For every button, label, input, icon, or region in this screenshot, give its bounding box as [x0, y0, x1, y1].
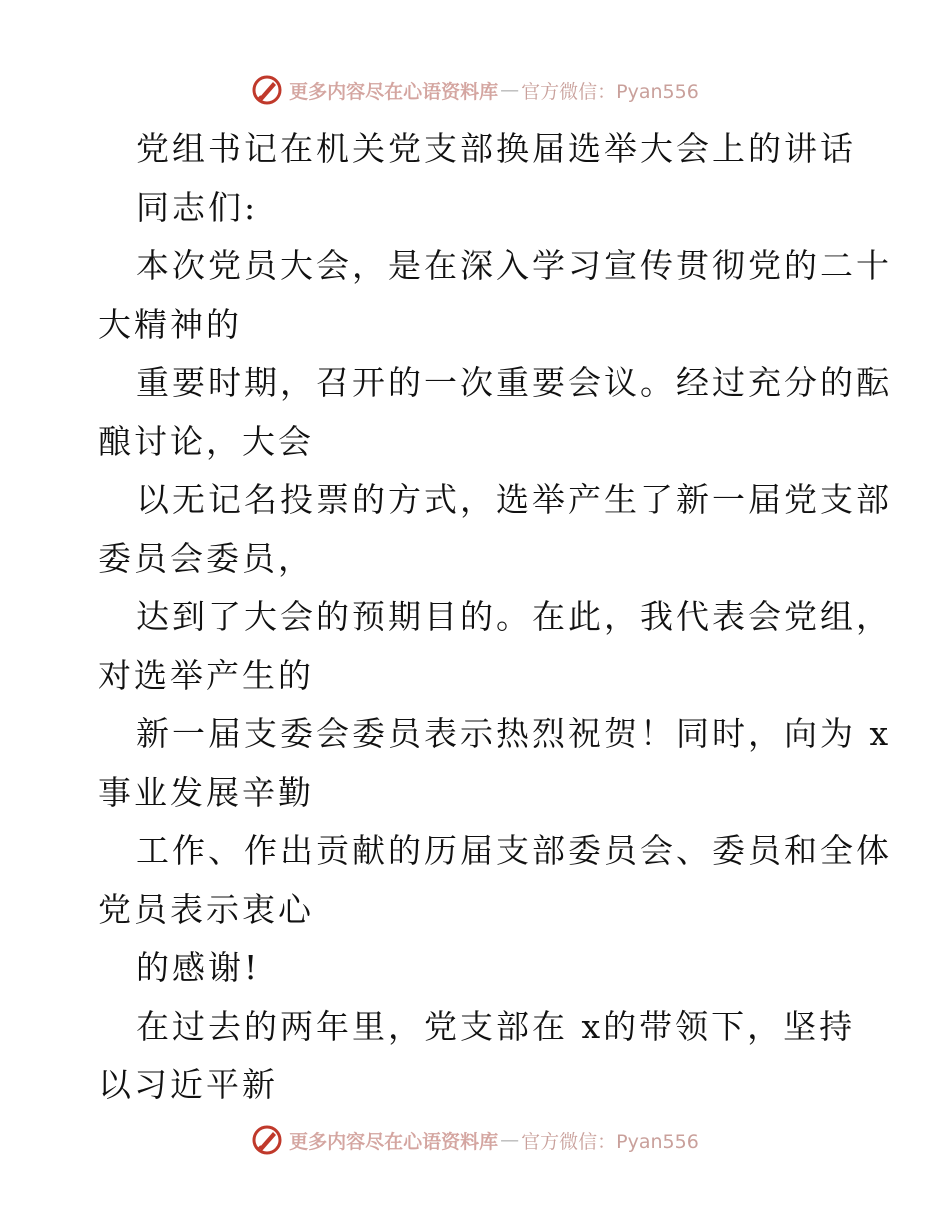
watermark-site-text: 更多内容尽在心语资料库 [289, 80, 499, 103]
paragraph-line: 事业发展辛勤 [98, 772, 314, 812]
paragraph-line: 委员会委员， [98, 538, 314, 578]
paragraph-line: 重要时期，召开的一次重要会议。经过充分的酝 [136, 363, 892, 402]
quill-pen-circle-icon [251, 1124, 283, 1156]
paragraph-line: 酿讨论，大会 [98, 421, 314, 461]
paragraph-line: 达到了大会的预期目的。在此，我代表会党组， [136, 597, 892, 636]
watermark-site-text: 更多内容尽在心语资料库 [289, 1130, 499, 1153]
quill-pen-circle-icon [251, 74, 283, 106]
watermark-separator: — [500, 79, 520, 101]
document-body [98, 120, 892, 1115]
footer-watermark-banner [0, 1120, 950, 1160]
watermark-wechat-text: 官方微信：Pyan556 [521, 80, 699, 103]
paragraph-line: 在过去的两年里，党支部在 x的带领下，坚持 [136, 1006, 856, 1046]
document-title: 党组书记在机关党支部换届选举大会上的讲话 [136, 129, 856, 168]
paragraph-line: 本次党员大会，是在深入学习宣传贯彻党的二十 [136, 246, 892, 285]
watermark-separator: — [500, 1129, 520, 1151]
watermark-wechat-text: 官方微信：Pyan556 [521, 1130, 699, 1153]
paragraph-line: 工作、作出贡献的历届支部委员会、委员和全体 [136, 831, 892, 870]
paragraph-line: 大精神的 [98, 304, 242, 344]
paragraph-line: 以习近平新 [98, 1065, 278, 1104]
paragraph-line: 以无记名投票的方式，选举产生了新一届党支部 [136, 480, 892, 519]
paragraph-line: 新一届支委会委员表示热烈祝贺！同时，向为 x [136, 714, 892, 753]
paragraph-line: 的感谢! [136, 948, 261, 987]
paragraph-line: 党员表示衷心 [98, 889, 314, 929]
header-watermark-banner [0, 70, 950, 110]
salutation: 同志们: [136, 187, 259, 227]
paragraph-line: 对选举产生的 [98, 655, 314, 695]
